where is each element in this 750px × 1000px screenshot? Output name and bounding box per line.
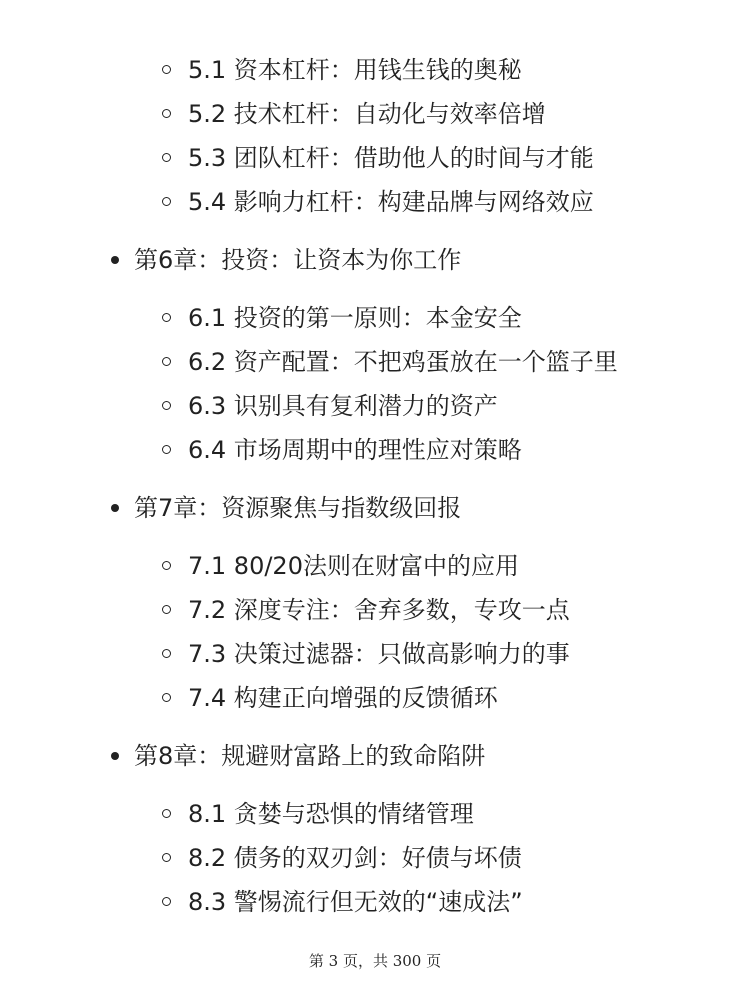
toc-subitem <box>0 180 750 224</box>
toc-subitem-label: 6.4 市场周期中的理性应对策略 <box>188 436 522 464</box>
hollow-bullet-icon <box>162 853 171 862</box>
chapter-title: 第6章：投资：让资本为你工作 <box>134 246 462 274</box>
toc-subitem <box>0 48 750 92</box>
hollow-bullet-icon <box>162 809 171 818</box>
hollow-bullet-icon <box>162 897 171 906</box>
toc-subitem <box>0 544 750 588</box>
hollow-bullet-icon <box>162 561 171 570</box>
filled-bullet-icon <box>111 504 119 512</box>
toc-subitem <box>0 340 750 384</box>
toc-subitem <box>0 836 750 880</box>
filled-bullet-icon <box>111 752 119 760</box>
toc-subitem <box>0 792 750 836</box>
hollow-bullet-icon <box>162 693 171 702</box>
filled-bullet-icon <box>111 256 119 264</box>
toc-chapter-8 <box>0 734 750 778</box>
hollow-bullet-icon <box>162 445 171 454</box>
table-of-contents <box>0 48 750 924</box>
toc-subitem-label: 8.1 贪婪与恐惧的情绪管理 <box>188 800 474 828</box>
toc-subitem <box>0 588 750 632</box>
hollow-bullet-icon <box>162 605 171 614</box>
toc-subitem <box>0 632 750 676</box>
toc-chapter-6 <box>0 238 750 282</box>
toc-subitem-label: 7.1 80/20法则在财富中的应用 <box>188 552 519 580</box>
toc-subitem <box>0 384 750 428</box>
toc-subitem-label: 7.4 构建正向增强的反馈循环 <box>188 684 498 712</box>
toc-subitem <box>0 880 750 924</box>
toc-subitem <box>0 676 750 720</box>
toc-subitem-label: 6.1 投资的第一原则：本金安全 <box>188 304 522 332</box>
toc-chapter-7 <box>0 486 750 530</box>
hollow-bullet-icon <box>162 197 171 206</box>
toc-subitem <box>0 92 750 136</box>
toc-subitem-label: 8.2 债务的双刃剑：好债与坏债 <box>188 844 522 872</box>
hollow-bullet-icon <box>162 109 171 118</box>
toc-subitem-label: 7.2 深度专注：舍弃多数，专攻一点 <box>188 596 570 624</box>
hollow-bullet-icon <box>162 313 171 322</box>
toc-subitem-label: 6.3 识别具有复利潜力的资产 <box>188 392 498 420</box>
toc-subitem-label: 5.2 技术杠杆：自动化与效率倍增 <box>188 100 546 128</box>
toc-subitem-label: 5.4 影响力杠杆：构建品牌与网络效应 <box>188 188 594 216</box>
toc-subitem-label: 8.3 警惕流行但无效的“速成法” <box>188 888 523 916</box>
toc-subitem <box>0 136 750 180</box>
toc-subitem <box>0 428 750 472</box>
hollow-bullet-icon <box>162 649 171 658</box>
chapter-title: 第8章：规避财富路上的致命陷阱 <box>134 742 486 770</box>
hollow-bullet-icon <box>162 401 171 410</box>
toc-subitem-label: 7.3 决策过滤器：只做高影响力的事 <box>188 640 570 668</box>
page-number-footer: 第 3 页，共 300 页 <box>308 952 442 970</box>
hollow-bullet-icon <box>162 65 171 74</box>
toc-subitem-label: 5.3 团队杠杆：借助他人的时间与才能 <box>188 144 594 172</box>
toc-subitem-label: 6.2 资产配置：不把鸡蛋放在一个篮子里 <box>188 348 618 376</box>
hollow-bullet-icon <box>162 153 171 162</box>
toc-subitem <box>0 296 750 340</box>
hollow-bullet-icon <box>162 357 171 366</box>
chapter-title: 第7章：资源聚焦与指数级回报 <box>134 494 462 522</box>
toc-subitem-label: 5.1 资本杠杆：用钱生钱的奥秘 <box>188 56 522 84</box>
